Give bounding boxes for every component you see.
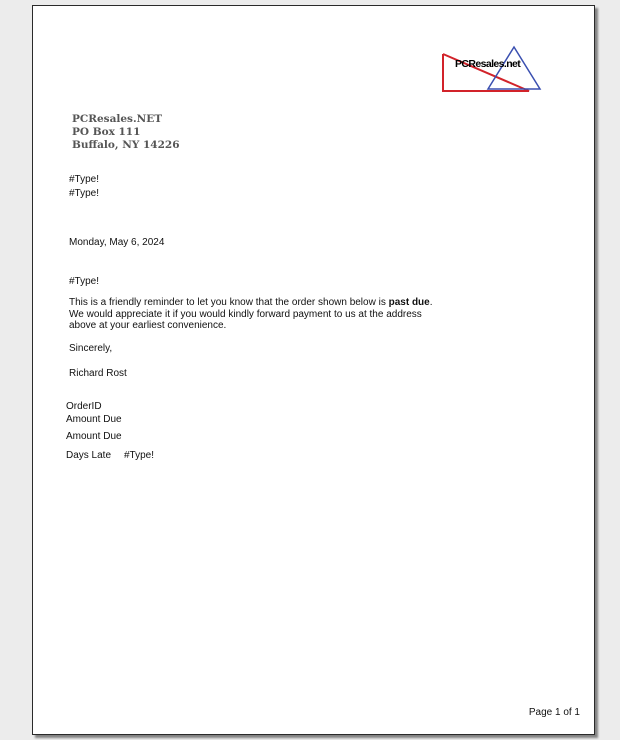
body-text-bold: past due [388,297,430,308]
body-text-part-1: This is a friendly reminder to let you know that the order shown below is [69,297,389,308]
letter-date: Monday, May 6, 2024 [69,237,165,248]
company-logo [441,44,545,94]
order-id-label: OrderID [66,401,102,412]
sender-name: PCResales.NET [72,113,163,125]
recipient-line-1: #Type! [69,174,100,185]
body-text-part-2: . We would appreciate it if you would kindly forward payment to us at the address above at your earliest convenience. [69,297,433,331]
salutation: #Type! [69,276,100,287]
logo-text: PCResales.net [455,58,521,70]
days-late-label: Days Late [66,450,112,461]
sender-address-line-1: PO Box 111 [72,126,141,138]
amount-due-label: Amount Due [66,414,122,425]
signature: Richard Rost [69,368,127,379]
report-page [32,5,595,735]
recipient-line-2: #Type! [69,188,100,199]
sender-address [72,113,180,152]
page-number: Page 1 of 1 [528,707,580,718]
days-late-value: #Type! [124,450,155,461]
letter-body [69,297,449,332]
sender-address-line-2: Buffalo, NY 14226 [72,139,180,151]
amount-due-label-2: Amount Due [66,431,122,442]
closing: Sincerely, [69,343,113,354]
